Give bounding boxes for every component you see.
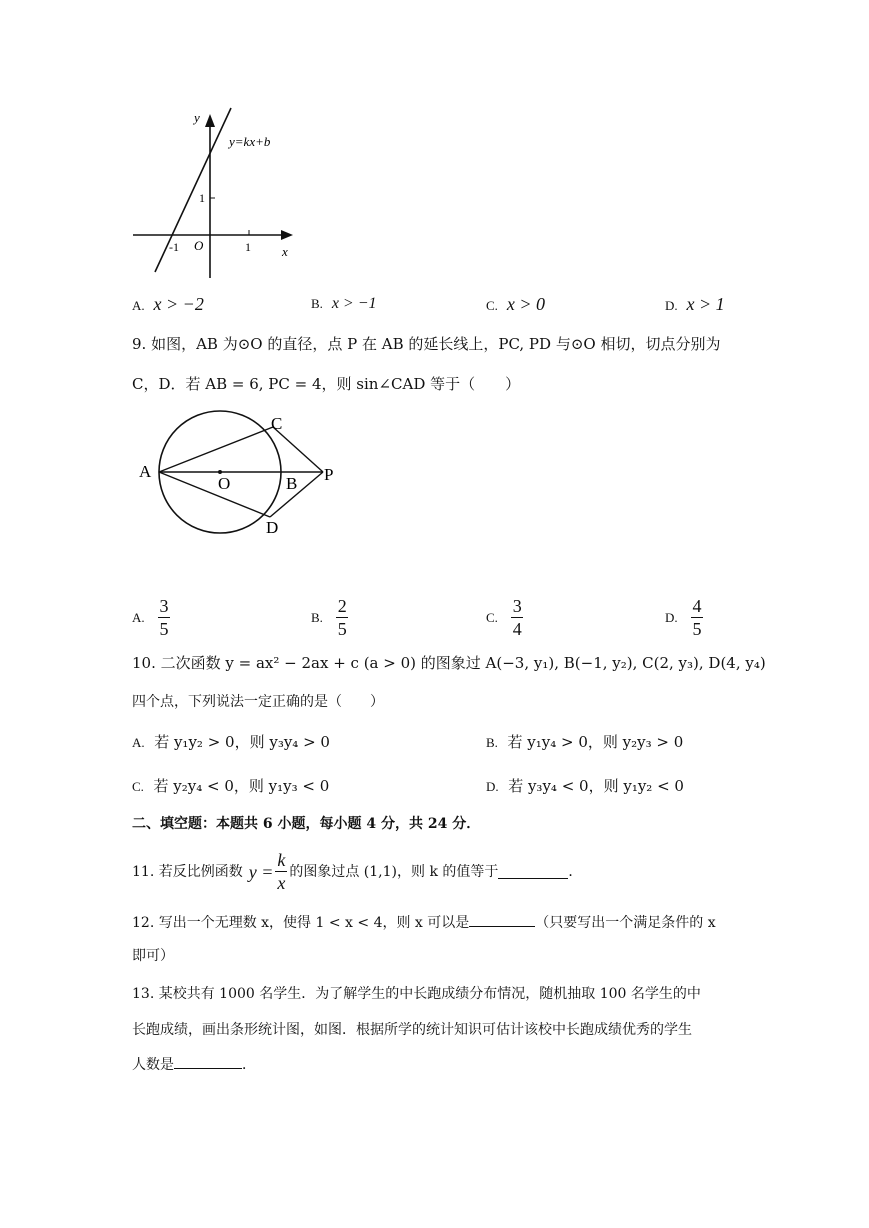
q9-stem-line1: 9. 如图，AB 为⊙O 的直径，点 P 在 AB 的延长线上，PC, PD 与⊙O 相切，切点分别为	[132, 335, 721, 353]
q11-stem: 11. 若反比例函数 y = $\frac{k}{x}$ 的图象过点 (1,1)，则 k 的值等于 ．	[132, 850, 583, 893]
point-a-label: A	[139, 462, 152, 481]
q13-stem-line1: 13. 某校共有 1000 名学生．为了解学生的中长跑成绩分布情况，随机抽取 100 名学生的中	[132, 986, 701, 1002]
q10-option-a[interactable]: A. 若 y₁y₂ > 0，则 y₃y₄ > 0	[132, 733, 330, 751]
linear-function-graph	[125, 100, 305, 280]
fraction-k-over-x: $\frac{k}{x}$	[277, 850, 286, 893]
q9-option-d[interactable]: D. $\frac{4}{5}$	[665, 596, 702, 639]
q10-stem-line2: 四个点，下列说法一定正确的是（ ）	[132, 694, 384, 710]
circle-tangent-figure	[130, 405, 350, 545]
q13-stem-line3: 人数是 ．	[132, 1054, 256, 1075]
point-o-label: O	[218, 474, 231, 493]
section-heading: 二、填空题：本题共 6 小题，每小题 4 分，共 24 分．	[132, 816, 481, 832]
fraction: $\frac{2}{5}$	[337, 596, 347, 639]
point-b-label: B	[286, 474, 298, 493]
y-tick-1-label: 1	[199, 191, 205, 205]
x-tick-1-label: 1	[245, 240, 251, 254]
x-axis-label: x	[282, 244, 288, 259]
q12-answer-blank[interactable]	[469, 912, 535, 927]
fraction: $\frac{4}{5}$	[692, 596, 702, 639]
point-p-label: P	[324, 465, 334, 484]
fraction: $\frac{3}{4}$	[512, 596, 522, 639]
q8-option-b[interactable]: B. x > −1	[311, 295, 377, 312]
q10-stem-line1: 10. 二次函数 y = ax² − 2ax + c (a > 0) 的图象过 A(−3, y₁), B(−1, y₂), C(2, y₃), D(4, y₄)	[132, 654, 766, 672]
q8-option-c[interactable]: C. x > 0	[486, 294, 545, 314]
q13-answer-blank[interactable]	[174, 1054, 242, 1069]
q13-stem-line2: 长跑成绩，画出条形统计图，如图．根据所学的统计知识可估计该校中长跑成绩优秀的学生	[132, 1022, 692, 1038]
q12-stem-line1: 12. 写出一个无理数 x，使得 1 < x < 4，则 x 可以是 （只要写出一个满足条件的 x	[132, 912, 716, 933]
q10-option-d[interactable]: D. 若 y₃y₄ < 0，则 y₁y₂ < 0	[486, 777, 684, 795]
q10-option-b[interactable]: B. 若 y₁y₄ > 0，则 y₂y₃ > 0	[486, 733, 684, 751]
x-tick-neg1-label: -1	[169, 240, 179, 254]
q9-option-a[interactable]: A. $\frac{3}{5}$	[132, 596, 169, 639]
line-label: y=kx+b	[229, 134, 271, 149]
fraction: $\frac{3}{5}$	[159, 596, 169, 639]
q9-option-c[interactable]: C. $\frac{3}{4}$	[486, 596, 522, 639]
q9-stem-line2: C，D．若 AB = 6, PC = 4，则 sin∠CAD 等于（ ）	[132, 375, 521, 393]
q8-option-d[interactable]: D. x > 1	[665, 294, 725, 314]
q12-stem-line2: 即可）	[132, 948, 174, 964]
q9-option-b[interactable]: B. $\frac{2}{5}$	[311, 596, 347, 639]
point-c-label: C	[271, 414, 283, 433]
q10-option-c[interactable]: C. 若 y₂y₄ < 0，则 y₁y₃ < 0	[132, 777, 330, 795]
point-d-label: D	[266, 518, 279, 537]
q11-answer-blank[interactable]	[498, 864, 568, 879]
y-axis-label: y	[194, 110, 200, 125]
q8-option-a[interactable]: A. x > −2	[132, 294, 204, 314]
origin-label: O	[194, 238, 204, 253]
